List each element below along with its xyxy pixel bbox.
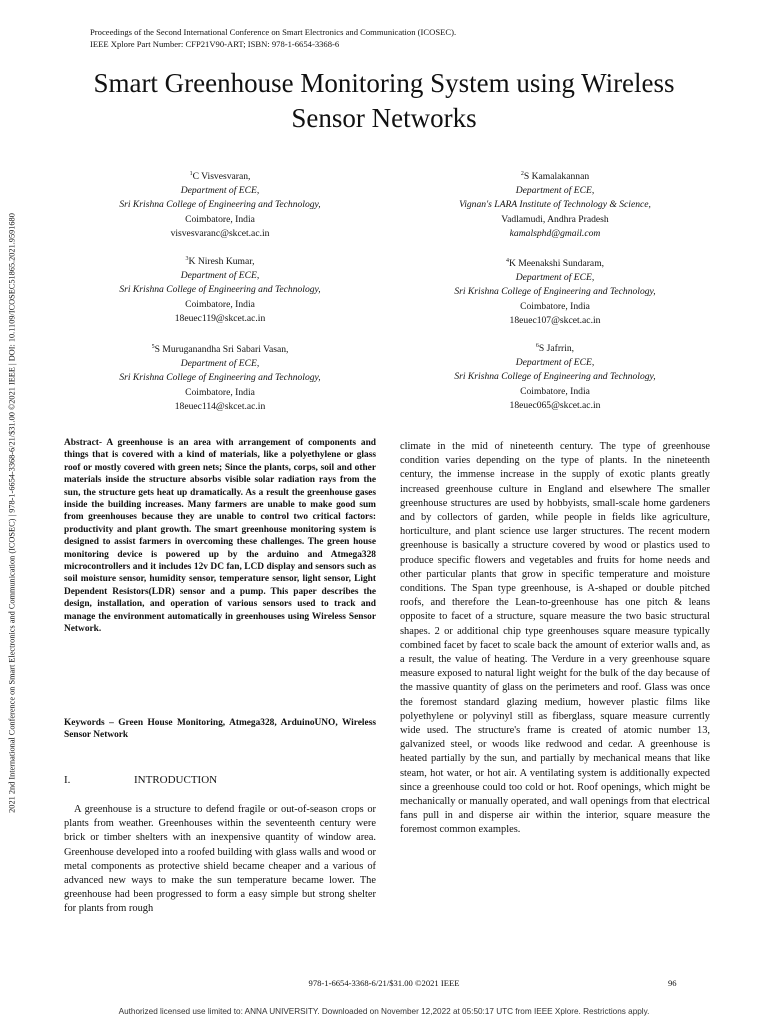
author-dept: Department of ECE, <box>515 272 595 284</box>
author-sup: 1 <box>189 171 193 177</box>
author-name: C Visvesvaran, <box>192 171 251 182</box>
section-title: INTRODUCTION <box>134 774 218 786</box>
section-number: I. <box>64 774 71 786</box>
author-inst: Sri Krishna College of Engineering and Technology, <box>454 286 656 298</box>
author-block-3 <box>64 252 376 326</box>
author-inst: Vignan's LARA Institute of Technology & Science, <box>459 199 651 211</box>
author-block-1 <box>64 167 376 241</box>
author-sup: 3 <box>185 256 189 262</box>
author-city: Coimbatore, India <box>185 298 255 310</box>
intro-paragraph-right: climate in the mid of nineteenth century. The type of greenhouse condition varies depending on the type of plants. In the nineteenth century, the immense increase in the supply of exotic plants greatly increased greenhouse culture in England and elsewhere The smaller greenhouse structures are used by hobbyists, small-scale home gardeners and by collectors of garden, while people in fields like agriculture, horticulture, and plant science use larger structures. The recent modern greenhouse is basically a structure covered by wood or plastics used to produce specific flowers and vegetables and fruits for home needs and other particular plants that grow in specific temperature and moisture conditions. The Span type greenhouse, is A-shaped or double pitched roofs, and therefore the Lean-to-greenhouse has one pitch & leans opposite to facet of a structure, square measure the two basic structural shapes. 2 or additional chip type greenhouses square measure typically combined facet by facet to scale back the amount of exterior walls and, as a result, the value of heating. The Verdure in a very greenhouse square measure exposed to natural light weight for the bulk of the day because of the massive quantity of glass on the perimeters and roof. Glass was once the foremost standard glazing medium, however plastic films like polyethylene or polyvinyl still as fiberglass, square measure currently wide used. The structure's frame is created of atomic number 13, galvanized steel, or woods like redwood and cedar. A greenhouse is heated partially by the sun, and partially by mechanical means that like steam, hot water, or hot air. A ventilating system is additionally expected since a greenhouse could too cold or hot. Roof openings, which might be mechanically or manually operated, and wall openings from that electrical fans pull in and disperse air within the interior, square measure the foremost common examples. <box>400 441 710 836</box>
sidebar-doi <box>3 140 21 885</box>
author-inst: Sri Krishna College of Engineering and Technology, <box>454 371 656 383</box>
author-email: 18euec119@skcet.ac.in <box>174 312 266 324</box>
author-dept: Department of ECE, <box>515 185 595 197</box>
header-line-1: Proceedings of the Second International Conference on Smart Electronics and Communication (ICOSEC). <box>90 27 457 37</box>
author-email: 18euec107@skcet.ac.in <box>509 314 601 326</box>
title-line-1: Smart Greenhouse Monitoring System using Wireless <box>93 68 675 98</box>
author-dept: Department of ECE, <box>515 357 595 369</box>
running-header <box>90 26 456 50</box>
author-name: S Jafrrin, <box>538 343 575 354</box>
header-line-2: IEEE Xplore Part Number: CFP21V90-ART; ISBN: 978-1-6654-3368-6 <box>90 39 340 49</box>
paper-title <box>40 66 728 136</box>
section-heading <box>64 774 376 786</box>
author-inst: Sri Krishna College of Engineering and Technology, <box>119 284 321 296</box>
author-city: Coimbatore, India <box>520 385 590 397</box>
license-notice: Authorized licensed use limited to: ANNA UNIVERSITY. Downloaded on November 12,2022 at 05:50:17 UTC from IEEE Xplore. Restrictions apply. <box>118 1007 650 1016</box>
author-name: S Kamalakannan <box>523 171 590 182</box>
author-email: kamalsphd@gmail.com <box>509 227 601 239</box>
author-city: Coimbatore, India <box>185 213 255 225</box>
author-city: Coimbatore, India <box>520 300 590 312</box>
page-number: 96 <box>668 978 677 988</box>
keywords: Keywords – Green House Monitoring, Atmega328, ArduinoUNO, Wireless Sensor Network <box>64 718 376 741</box>
author-block-4 <box>400 254 710 328</box>
author-block-6 <box>400 339 710 413</box>
sidebar-doi-text: 2021 2nd International Conference on Smart Electronics and Communication (ICOSEC) | 978-1-6654-3368-6/21/$31.00 ©2021 IEEE | DOI: 10.1109/ICOSEC51865.2021.9591680 <box>7 212 17 813</box>
author-sup: 5 <box>151 344 155 350</box>
footer-copyright: 978-1-6654-3368-6/21/$31.00 ©2021 IEEE <box>308 978 460 988</box>
author-sup: 6 <box>535 343 539 349</box>
author-email: 18euec065@skcet.ac.in <box>509 399 601 411</box>
author-sup: 2 <box>520 171 524 177</box>
author-block-5 <box>64 340 376 414</box>
author-dept: Department of ECE, <box>180 358 260 370</box>
author-email: 18euec114@skcet.ac.in <box>174 400 266 412</box>
author-sup: 4 <box>505 258 509 264</box>
author-email: visvesvaranc@skcet.ac.in <box>170 227 270 239</box>
author-dept: Department of ECE, <box>180 185 260 197</box>
author-dept: Department of ECE, <box>180 270 260 282</box>
author-name: K Niresh Kumar, <box>188 256 255 267</box>
author-name: K Meenakshi Sundaram, <box>508 258 605 269</box>
author-inst: Sri Krishna College of Engineering and Technology, <box>119 199 321 211</box>
intro-paragraph-left: A greenhouse is a structure to defend fragile or out-of-season crops or plants from weather. Greenhouses within the seventeenth century were brick or timber shelters with an inexpensive quantity of window area. Greenhouse developed into a roofed building with glass walls and wood or metal components as protective shield became cheaper and a various of advanced new ways to make the sun temperature became lower. The greenhouse had been progressed to form a easy simple but strong shelter for plants from rough <box>64 804 376 915</box>
author-name: S Muruganandha Sri Sabari Vasan, <box>154 344 289 355</box>
author-city: Coimbatore, India <box>185 386 255 398</box>
author-city: Vadlamudi, Andhra Pradesh <box>501 213 609 225</box>
abstract: Abstract- A greenhouse is an area with arrangement of components and things that is covered with a kind of materials, like a polyethylene or glass roof or mostly covered with green nets; Since the plants, corps, soil and other materials inside the structure absorbs visible solar radiation rays from the sun, the structure gets heat up dramatically. As a result the greenhouse gases inside the building increases. Many farmers are unable to make good sum from greenhouses because they are unable to control two critical factors: productivity and plant growth. The smart greenhouse monitoring system is designed to assist farmers in overcoming these challenges. The green house monitoring device is powered up by the arduino and Atmega328 microcontrollers and it includes 12v DC fan, LCD display and sensors such as soil moisture sensor, humidity sensor, temperature sensor, light sensor, Light Dependent Resistors(LDR) sensor and a pump. This paper describes the design, installation, and operation of various sensors used to track and manage the environment automatically in greenhouses using Wireless Sensor Network. <box>64 438 376 635</box>
author-block-2 <box>400 167 710 241</box>
title-line-2: Sensor Networks <box>291 103 477 133</box>
author-inst: Sri Krishna College of Engineering and Technology, <box>119 372 321 384</box>
